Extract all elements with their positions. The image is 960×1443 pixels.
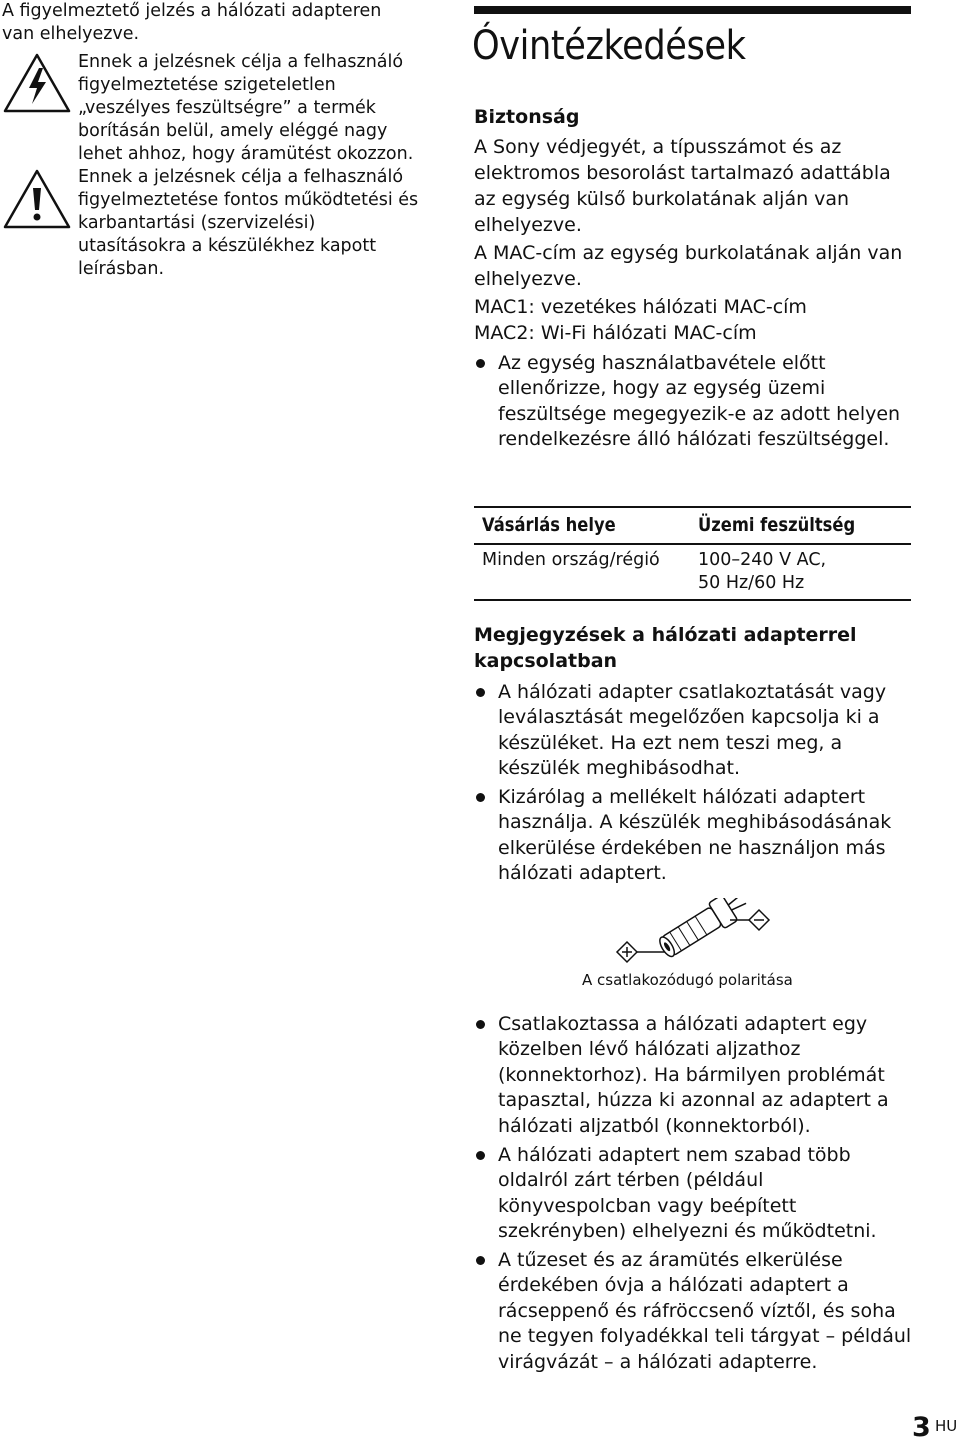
table-header-voltage: Üzemi feszültség [698, 514, 856, 536]
title-rule [474, 6, 911, 14]
exclamation-warning-icon [2, 168, 72, 230]
safety-bullet: Az egység használatbavétele előtt ellenőrizze, hogy az egység üzemi feszültsége megegyezik-e az adott helyen rendelkezésre álló hálózati feszültséggel. [474, 351, 914, 453]
page-title: Óvintézkedések [472, 23, 746, 69]
page-language: HU [935, 1417, 958, 1435]
adapter-bullet-3: Csatlakoztassa a hálózati adaptert egy közelben lévő hálózati aljzathoz (konnektorhoz). Ha bármilyen problémát tapasztal, húzza ki azonnal az adaptert a hálózati aljzatból (konnektorból). [474, 1012, 914, 1139]
adapter-bullet-4: A hálózati adaptert nem szabad több oldalról zárt térben (például könyvespolcban vagy beépített szekrényben) elhelyezni és működtetni. [474, 1143, 914, 1245]
safety-paragraph-4: MAC2: Wi-Fi hálózati MAC-cím [474, 322, 757, 344]
table-header-rule [474, 543, 911, 545]
safety-heading: Biztonság [474, 106, 580, 128]
table-header-place: Vásárlás helye [482, 514, 616, 536]
lightning-warning-icon [2, 52, 72, 114]
table-bottom-rule [474, 599, 911, 601]
plug-polarity-icon [612, 898, 774, 964]
table-cell-place: Minden ország/régió [482, 550, 660, 570]
plug-caption: A csatlakozódugó polaritása [582, 971, 793, 989]
table-cell-voltage-line2: 50 Hz/60 Hz [698, 573, 805, 593]
instruction-warning-text: Ennek a jelzésnek célja a felhasználó figyelmeztetése fontos működtetési és karbantartási (szervizelési) utasításokra a készülékhez kapott leírásban. [78, 167, 419, 279]
adapter-bullet-5: A tűzeset és az áramütés elkerülése érdekében óvja a hálózati adaptert a rácseppenő és ráfröccsenő víztől, és soha ne tegyen folyadékkal teli tárgyat – például virágvázát – a hálózati adapterre. [474, 1248, 914, 1375]
page-number: 3 [912, 1412, 931, 1443]
voltage-warning-text: Ennek a jelzésnek célja a felhasználó figyelmeztetése szigeteletlen „veszélyes feszültségre” a termék borításán belül, amely eléggé nagy lehet ahhoz, hogy áramütést okozzon. [78, 52, 414, 164]
adapter-heading: Megjegyzések a hálózati adapterrel kapcsolatban [474, 624, 857, 672]
safety-paragraph-3: MAC1: vezetékes hálózati MAC-cím [474, 296, 807, 318]
adapter-bullet-1: A hálózati adapter csatlakoztatását vagy leválasztását megelőzően kapcsolja ki a készüléket. Ha ezt nem teszi meg, a készülék meghibásodhat. [474, 680, 914, 782]
intro-text: A figyelmeztető jelzés a hálózati adapteren van elhelyezve. [2, 1, 382, 44]
table-cell-voltage-line1: 100–240 V AC, [698, 550, 827, 570]
safety-paragraph-1: A Sony védjegyét, a típusszámot és az elektromos besorolást tartalmazó adattábla az egység külső burkolatának alján van elhelyezve. [474, 136, 891, 236]
safety-paragraph-2: A MAC-cím az egység burkolatának alján van elhelyezve. [474, 242, 903, 290]
table-top-rule [474, 506, 911, 508]
adapter-bullet-2: Kizárólag a mellékelt hálózati adaptert használja. A készülék meghibásodásának elkerülése érdekében ne használjon más hálózati adaptert. [474, 785, 914, 887]
